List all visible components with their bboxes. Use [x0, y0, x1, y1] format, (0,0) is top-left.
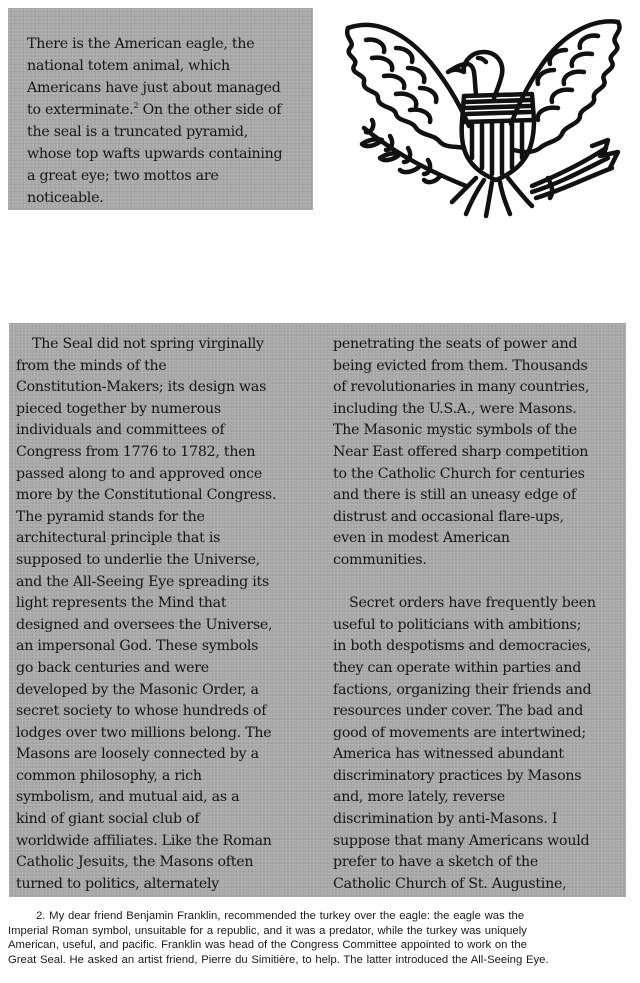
text-line: Congress from 1776 to 1782, then	[16, 443, 256, 460]
text-line: factions, organizing their friends and	[333, 681, 592, 698]
text-line: resources under cover. The bad and	[333, 703, 584, 720]
text-line: even in modest American	[333, 530, 510, 547]
text-line: The Seal did not spring virginally	[32, 336, 264, 352]
text-line: the seal is a truncated pyramid,	[27, 124, 248, 140]
text-line: individuals and committees of	[16, 422, 225, 439]
text-line: more by the Constitutional Congress.	[16, 487, 277, 504]
text-line: an impersonal God. These symbols	[16, 638, 259, 655]
text-line: There is the American eagle, the	[27, 36, 255, 52]
text-line: and the All-Seeing Eye spreading its	[16, 573, 269, 590]
text-line: useful to politicians with ambitions;	[333, 616, 582, 633]
text-line: in both despotisms and democracies,	[333, 638, 592, 655]
text-line: go back centuries and were	[16, 659, 209, 676]
footnote	[8, 909, 632, 967]
text-line: Secret orders have frequently been	[349, 595, 596, 612]
text-line: lodges over two millions belong. The	[16, 724, 272, 741]
text-line: from the minds of the	[16, 357, 167, 374]
text-line: distrust and occasional flare-ups,	[333, 508, 564, 525]
text-line: supposed to underlie the Universe,	[16, 551, 260, 568]
text-line: discrimination by anti-Masons. I	[333, 811, 558, 828]
text-line: penetrating the seats of power and	[333, 336, 578, 352]
text-line: suppose that many Americans would	[333, 832, 590, 849]
text-line: Americans have just about managed	[27, 80, 281, 96]
text-line: pieced together by numerous	[16, 400, 221, 417]
text-segment: to exterminate.	[27, 102, 134, 118]
text-line: national totem animal, which	[27, 58, 230, 74]
paragraph-gap	[333, 572, 623, 594]
text-line: and there is still an uneasy edge of	[333, 487, 576, 504]
text-line: secret society to whose hundreds of	[16, 703, 267, 720]
intro-paragraph	[27, 33, 307, 209]
text-line: discriminatory practices by Masons	[333, 767, 582, 784]
footnote-line: Imperial Roman symbol, unsuitable for a republic, and it was a predator, while the turkey was uniquely	[8, 924, 527, 937]
text-line: of revolutionaries in many countries,	[333, 379, 590, 396]
text-line: America has witnessed abundant	[333, 746, 564, 763]
text-line: Constitution-Makers; its design was	[16, 379, 267, 396]
text-line: The Masonic mystic symbols of the	[333, 422, 577, 439]
text-line: passed along to and approved once	[16, 465, 263, 482]
text-line-with-footnote	[27, 99, 307, 121]
text-line: Masons are loosely connected by a	[16, 746, 259, 763]
text-segment: On the other side of	[138, 102, 282, 118]
text-line: good of movements are intertwined;	[333, 724, 586, 741]
text-line: symbolism, and mutual aid, as a	[16, 789, 240, 806]
text-line: worldwide affiliates. Like the Roman	[16, 832, 272, 849]
text-line: including the U.S.A., were Masons.	[333, 400, 577, 417]
text-line: light represents the Mind that	[16, 595, 227, 612]
text-line: they can operate within parties and	[333, 659, 582, 676]
text-line: prefer to have a sketch of the	[333, 854, 539, 871]
text-line: common philosophy, a rich	[16, 767, 202, 784]
text-line: communities.	[333, 551, 427, 568]
eagle-seal-icon	[336, 8, 628, 220]
text-line: being evicted from them. Thousands	[333, 357, 588, 374]
text-line: architectural principle that is	[16, 530, 221, 547]
footnote-line: American, useful, and pacific. Franklin was head of the Congress Committee appointed to work on the	[8, 939, 527, 952]
text-line: kind of giant social club of	[16, 811, 200, 828]
text-line: whose top wafts upwards containing	[27, 146, 283, 162]
text-line: noticeable.	[27, 190, 104, 206]
text-line: Catholic Jesuits, the Masons often	[16, 854, 254, 871]
text-line: developed by the Masonic Order, a	[16, 681, 259, 698]
text-line: designed and oversees the Universe,	[16, 616, 273, 633]
footnote-line: 2. My dear friend Benjamin Franklin, recommended the turkey over the eagle: the eagle was the	[36, 910, 525, 922]
text-line: turned to politics, alternately	[16, 875, 220, 892]
text-line: The pyramid stands for the	[16, 508, 205, 525]
footnote-reference[interactable]: 2	[133, 101, 139, 110]
text-line: to the Catholic Church for centuries	[333, 465, 585, 482]
footnote-line: Great Seal. He asked an artist friend, Pierre du Simitière, to help. The latter introduced the All-Seeing Eye.	[8, 953, 549, 966]
left-column	[16, 334, 316, 895]
text-line: a great eye; two mottos are	[27, 168, 219, 184]
text-line: Near East offered sharp competition	[333, 443, 589, 460]
text-line: and, more lately, reverse	[333, 789, 505, 806]
text-line: Catholic Church of St. Augustine,	[333, 875, 567, 892]
right-column	[333, 334, 623, 895]
